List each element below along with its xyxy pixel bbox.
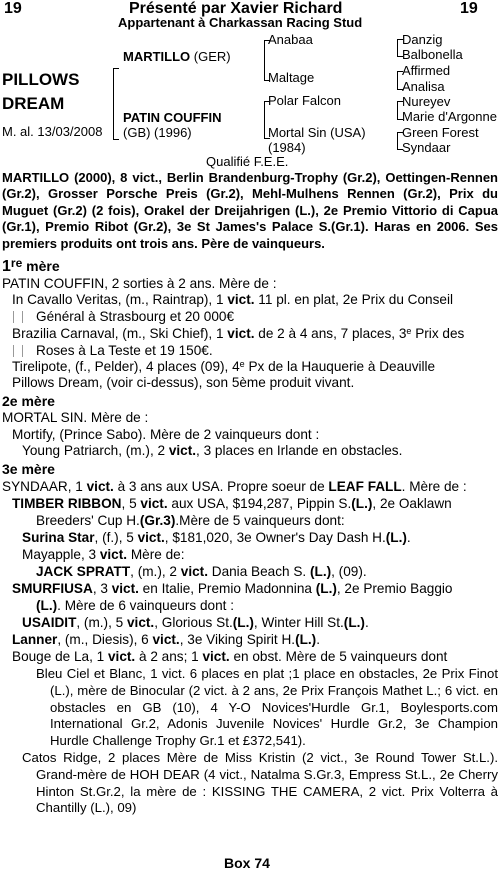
- offspring-lanner: Lanner, (m., Diesis), 6 vict., 3e Viking Spirit H.(L.).: [12, 632, 320, 647]
- great-grandparent-3: Affirmed: [402, 63, 451, 78]
- offspring-timber-ribbon-cont: Breeders' Cup H.(Gr.3).Mère de 5 vainqueurs dont:: [36, 513, 345, 528]
- offspring-tirelipote: Tirelipote, (f., Pelder), 4 places (09), 4e Px de la Hauquerie à Deauville: [12, 359, 436, 374]
- granddam-2: Mortal Sin (USA): [268, 125, 366, 140]
- grandsire-1: Anabaa: [268, 32, 313, 47]
- offspring-usaidit: USAIDIT, (m.), 5 vict., Glorious St.(L.), Winter Hill St.(L.).: [22, 615, 369, 630]
- offspring-in-cavallo-veritas-cont: Général à Strasbourg et 20 000€: [36, 309, 234, 324]
- qualification: Qualifié F.E.E.: [206, 154, 289, 169]
- section-title-1re-mere: 1re mère: [2, 256, 60, 275]
- section1-intro: PATIN COUFFIN, 2 sorties à 2 ans. Mère de :: [2, 276, 277, 291]
- sire-description: MARTILLO (2000), 8 vict., Berlin Brandenburg-Trophy (Gr.2), Oettingen-Rennen (Gr.2), Grosser Porsche Preis (Gr.2), Mehl-Mulhens Rennen (Gr.2), Prix du Muguet (Gr.2) (2 fois), Orakel der Dreijahrigen (L.), 2e Premio Vittorio di Capua (Gr.1), Premio Ribot (Gr.2), 3e St James's Palace S.(Gr.1). Haras en 2006. Ses premiers produits ont trois ans. Père de vainqueurs.: [2, 170, 498, 251]
- offspring-in-cavallo-veritas: In Cavallo Veritas, (m., Raintrap), 1 vict. 11 pl. en plat, 2e Prix du Conseil: [12, 292, 454, 307]
- horse-name-line1: PILLOWS: [2, 70, 80, 89]
- great-grandparent-7: Green Forest: [402, 125, 479, 140]
- section3-intro: SYNDAAR, 1 vict. à 3 ans aux USA. Propre soeur de LEAF FALL. Mère de :: [2, 479, 467, 494]
- great-grandparent-6: Marie d'Argonne: [402, 109, 497, 124]
- offspring-young-patriarch: Young Patriarch, (m.), 2 vict., 3 places en Irlande en obstacles.: [22, 443, 403, 458]
- lot-number-left: 19: [4, 0, 22, 17]
- granddam-1: Maltage: [268, 70, 315, 85]
- great-grandparent-1: Danzig: [402, 32, 443, 47]
- section2-intro: MORTAL SIN. Mère de :: [2, 410, 149, 425]
- great-grandparent-8: Syndaar: [402, 140, 451, 155]
- section-title-3e-mere: 3e mère: [2, 461, 55, 477]
- grandsire-2: Polar Falcon: [268, 93, 341, 108]
- offspring-surina-star: Surina Star, (f.), 5 vict., $181,020, 3e Owner's Day Dash H.(L.).: [22, 530, 411, 545]
- box-number: Box 74: [224, 855, 270, 871]
- offspring-brazilia-carnaval-cont: Roses à La Teste et 19 150€.: [36, 343, 213, 358]
- horse-name-line2: DREAM: [2, 94, 65, 113]
- offspring-smurfiusa: SMURFIUSA, 3 vict. en Italie, Premio Madonnina (L.), 2e Premio Baggio: [12, 581, 453, 596]
- offspring-pillows-dream: Pillows Dream, (voir ci-dessus), son 5ème produit vivant.: [12, 375, 355, 390]
- great-grandparent-4: Analisa: [402, 79, 445, 94]
- granddam-2-year: (1984): [268, 140, 306, 155]
- dam-name: PATIN COUFFIN: [123, 110, 222, 125]
- offspring-timber-ribbon: TIMBER RIBBON, 5 vict. aux USA, $194,287, Pippin S.(L.), 2e Oaklawn: [12, 496, 452, 511]
- section-title-2e-mere: 2e mère: [2, 393, 55, 409]
- offspring-jack-spratt: JACK SPRATT, (m.), 2 vict. Dania Beach S. (L.), (09).: [36, 564, 367, 579]
- horse-info: M. al. 13/03/2008: [2, 124, 103, 139]
- margin-marker: [13, 345, 23, 357]
- sire-name: MARTILLO (GER): [123, 49, 231, 64]
- offspring-mortify: Mortify, (Prince Sabo). Mère de 2 vainqueurs dont :: [12, 427, 320, 442]
- margin-marker: [13, 311, 23, 323]
- dam-origin: (GB) (1996): [123, 125, 192, 140]
- page-title: Présenté par Xavier Richard: [129, 0, 343, 17]
- offspring-brazilia-carnaval: Brazilia Carnaval, (m., Ski Chief), 1 vict. de 2 à 4 ans, 7 places, 3e Prix des: [12, 326, 465, 341]
- great-grandparent-2: Balbonella: [402, 47, 463, 62]
- offspring-bouge-de-la: Bouge de La, 1 vict. à 2 ans; 1 vict. en obst. Mère de 5 vainqueurs dont: [12, 649, 448, 664]
- offspring-mayapple: Mayapple, 3 vict. Mère de:: [22, 547, 185, 562]
- offspring-catos-ridge: Catos Ridge, 2 places Mère de Miss Kristin (2 vict., 3e Round Tower St.L.). Grand-mère de HOH DEAR (4 vict., Natalma S.Gr.3, Empress St.L., 2e Cherry Hinton St.Gr.2, la mère de : KISSING THE CAMERA, 2 vict. Prix Volterra à Chantilly (L.), 09): [22, 750, 498, 816]
- lot-number-right: 19: [460, 0, 478, 17]
- offspring-bleu-ciel-et-blanc: Bleu Ciel et Blanc, 1 vict. 6 places en plat ;1 place en obstacles, 2e Prix Finot (L.), mère de Binocular (2 vict. à 2 ans, 2e Prix François Mathet L.; 6 vict. en obstacles en GB (10), 4 Y-O Novices'Hurdle Gr.1, Boylesports.com International Gr.2, Adonis Juvenile Novices' Hurdle Gr.2, 3e Champion Hurdle Challenge Trophy Gr.1 et £372,541).: [36, 666, 498, 749]
- offspring-smurfiusa-cont: (L.). Mère de 6 vainqueurs dont :: [36, 598, 234, 613]
- consignor-line: Appartenant à Charkassan Racing Stud: [118, 15, 363, 30]
- great-grandparent-5: Nureyev: [402, 94, 451, 109]
- pedigree-bracket-main: [113, 68, 119, 140]
